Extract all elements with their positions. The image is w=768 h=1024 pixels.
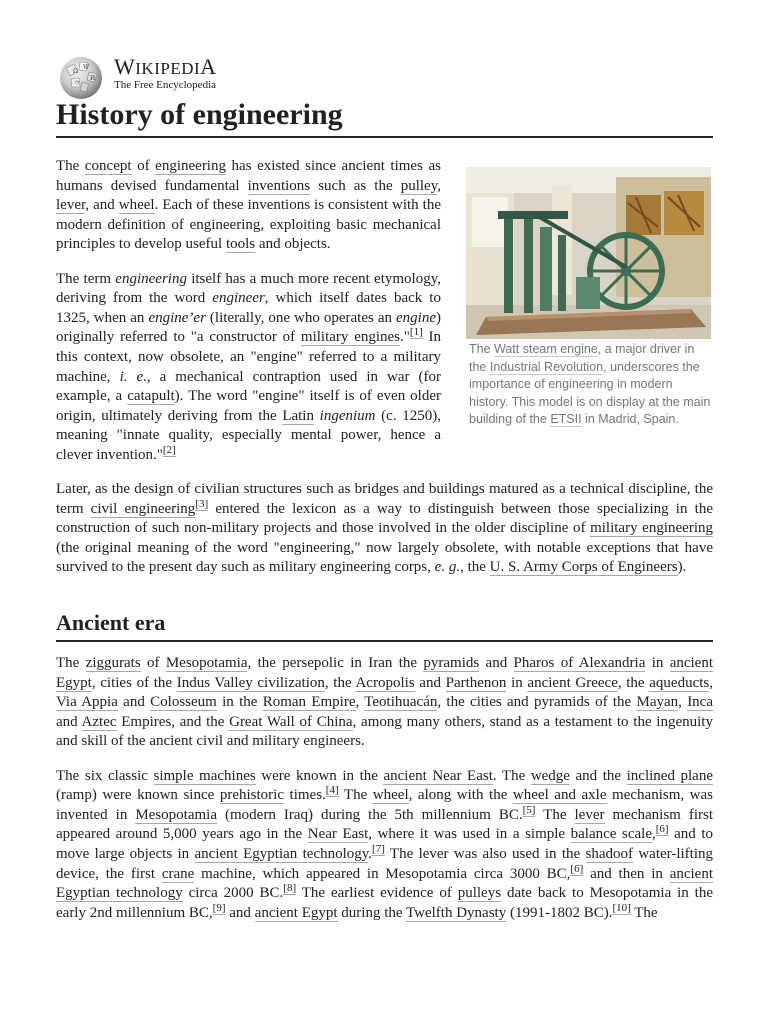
link-indus-valley-civilization[interactable]: Indus Valley civilization <box>176 674 325 691</box>
reference-link[interactable]: [4] <box>325 784 339 797</box>
link-ancient-near-east[interactable]: ancient Near East <box>383 767 493 784</box>
reference-link[interactable]: [6] <box>655 823 669 836</box>
link-military-engines[interactable]: military engines <box>300 329 401 346</box>
reference-link[interactable]: [10] <box>612 901 631 914</box>
section-heading-ancient-era: Ancient era <box>56 608 713 642</box>
svg-text:Ω: Ω <box>73 68 78 75</box>
paragraph-intro: The concept of engineering has existed since ancient times as humans devised fundamental inventions such as the pulley, lever, and wheel. Each of these inventions is consistent with the modern definition of engineering, exploiting basic mechanical principles to develop useful tools and objects. <box>56 158 441 253</box>
paragraph-civil-engineering: Later, as the design of civilian structures such as bridges and buildings matured as a technical discipline, the term civil engineering[3] entered the lexicon as a way to distinguish between those specializing in the construction of such non-military projects and those involved in the older discipline of military engineering (the original meaning of the word "engineering," now largely obsolete, with notable exceptions that have survived to the present day such as military engineering corps, e. g., the U. S. Army Corps of Engineers). <box>56 481 713 576</box>
link-lever[interactable]: lever <box>56 197 86 214</box>
link-ancient-egyptian-technology[interactable]: ancient Egyptian technology <box>194 846 369 862</box>
link-catapult[interactable]: catapult <box>127 388 175 405</box>
link-teotihuacan[interactable]: Teotihuacán <box>364 694 438 711</box>
link-pulleys[interactable]: pulleys <box>457 885 502 902</box>
svg-text:И: И <box>90 75 96 82</box>
link-tools[interactable]: tools <box>225 236 256 253</box>
link-ancient-egypt[interactable]: ancient Egypt <box>56 655 714 691</box>
link-ancient-egypt-2[interactable]: ancient Egypt <box>254 904 338 921</box>
reference-link[interactable]: [7] <box>372 843 385 855</box>
wikipedia-wordmark[interactable]: WIKIPEDIA <box>114 54 217 79</box>
article-body <box>56 157 713 938</box>
link-great-wall-of-china[interactable]: Great Wall of China <box>229 713 353 730</box>
link-watt-steam-engine[interactable]: Watt steam engine <box>494 342 598 356</box>
watt-steam-engine-image[interactable] <box>466 167 711 339</box>
link-ziggurats[interactable]: ziggurats <box>85 655 141 672</box>
link-us-army-corps-of-engineers[interactable]: U. S. Army Corps of Engineers <box>489 559 678 576</box>
link-engineering[interactable]: engineering <box>155 158 226 174</box>
link-inventions[interactable]: inventions <box>247 177 311 194</box>
link-ancient-greece[interactable]: ancient Greece <box>527 674 618 691</box>
link-ancient-egyptian-technology-2[interactable]: ancient Egyptian technology <box>56 865 713 902</box>
page-title: History of engineering <box>56 95 713 138</box>
link-twelfth-dynasty[interactable]: Twelfth Dynasty <box>406 904 507 921</box>
link-near-east[interactable]: Near East <box>307 826 369 843</box>
link-mesopotamia-2[interactable]: Mesopotamia <box>135 806 217 823</box>
reference-link[interactable]: [1] <box>409 326 423 339</box>
link-wheel-2[interactable]: wheel <box>372 787 409 804</box>
link-aztec[interactable]: Aztec <box>81 713 117 730</box>
link-pyramids[interactable]: pyramids <box>423 655 480 672</box>
tagline: The Free Encyclopedia <box>114 79 217 91</box>
reference-link[interactable]: [9] <box>212 901 226 914</box>
link-wheel[interactable]: wheel <box>118 197 155 214</box>
link-prehistoric[interactable]: prehistoric <box>219 787 284 804</box>
wikipedia-globe-logo[interactable] <box>56 54 106 100</box>
link-pulley[interactable]: pulley <box>400 177 438 194</box>
link-lever-2[interactable]: lever <box>574 806 605 823</box>
reference-link[interactable]: [6] <box>570 862 584 875</box>
link-mayan[interactable]: Mayan <box>636 694 679 711</box>
link-roman-empire[interactable]: Roman Empire <box>262 694 356 711</box>
link-inclined-plane[interactable]: inclined plane <box>626 767 714 784</box>
link-wedge[interactable]: wedge <box>530 767 570 784</box>
site-header <box>56 52 713 98</box>
svg-text:ウ: ウ <box>74 80 81 87</box>
link-parthenon[interactable]: Parthenon <box>445 674 507 691</box>
reference-link[interactable]: [8] <box>283 882 297 895</box>
link-military-engineering[interactable]: military engineering <box>590 520 713 537</box>
reference-link[interactable]: [3] <box>195 497 209 510</box>
figure-caption: The Watt steam engine, a major driver in the Industrial Revolution, underscores the importance of engineering in modern history. This model is on display at the main building of the ETSII in Madrid, Spain. <box>469 342 711 427</box>
reference-link[interactable]: [5] <box>522 803 536 816</box>
link-latin[interactable]: Latin <box>282 407 314 424</box>
link-wheel-and-axle[interactable]: wheel and axle <box>512 787 607 804</box>
link-crane[interactable]: crane <box>161 865 195 882</box>
link-balance-scale[interactable]: balance scale <box>570 826 652 843</box>
paragraph-etymology: The term engineering itself has a much more recent etymology, deriving from the word engineer, which itself dates back to 1325, when an engine’er (literally, one who operates an engine) originally referred to "a constructor of military engines."[1] In this context, now obsolete, an "engine" referred to a military machine, i. e., a mechanical contraption used in war (for example, a catapult). The word "engine" itself is of even older origin, ultimately deriving from the Latin ingenium (c. 1250), meaning "innate quality, especially mental power, hence a clever invention."[2] <box>56 270 442 463</box>
link-colosseum[interactable]: Colosseum <box>150 694 217 711</box>
link-mesopotamia[interactable]: Mesopotamia <box>165 655 248 672</box>
link-acropolis[interactable]: Acropolis <box>355 674 415 691</box>
link-industrial-revolution[interactable]: Industrial Revolution <box>489 359 604 374</box>
link-simple-machines[interactable]: simple machines <box>153 767 256 784</box>
thumbnail-figure <box>466 167 711 429</box>
svg-text:W: W <box>83 64 90 71</box>
link-pharos-of-alexandria[interactable]: Pharos of Alexandria <box>513 655 646 672</box>
link-concept[interactable]: concept <box>84 158 132 174</box>
paragraph-ancient-structures: The ziggurats of Mesopotamia, the persepolic in Iran the pyramids and Pharos of Alexandria in ancient Egypt, cities of the Indus Valley civilization, the Acropolis and Parthenon in ancient Greece, the aqueducts, Via Appia and Colosseum in the Roman Empire, Teotihuacán, the cities and pyramids of the Mayan, Inca and Aztec Empires, and the Great Wall of China, among many others, stand as a testament to the ingenuity and skill of the ancient civil and military engineers. <box>56 655 714 750</box>
link-via-appia[interactable]: Via Appia <box>56 694 118 711</box>
link-shadoof[interactable]: shadoof <box>585 846 633 862</box>
link-aqueducts[interactable]: aqueducts <box>649 674 710 691</box>
reference-link[interactable]: [2] <box>162 443 176 456</box>
link-etsii[interactable]: ETSII <box>550 412 582 427</box>
link-civil-engineering[interactable]: civil engineering <box>90 500 196 517</box>
paragraph-simple-machines: The six classic simple machines were known in the ancient Near East. The wedge and the inclined plane (ramp) were known since prehistoric times.[4] The wheel, along with the wheel and axle mechanism, was invented in Mesopotamia (modern Iraq) during the 5th millennium BC.[5] The lever mechanism first appeared around 5,000 years ago in the Near East, where it was used in a simple balance scale,[6] and to move large objects in ancient Egyptian technology.[7] The lever was also used in the shadoof water-lifting device, the first crane machine, which appeared in Mesopotamia circa 3000 BC,[6] and then in ancient Egyptian technology circa 2000 BC.[8] The earliest evidence of pulleys date back to Mesopotamia in the early 2nd millennium BC,[9] and ancient Egypt during the Twelfth Dynasty (1991-1802 BC).[10] The <box>56 767 714 921</box>
link-inca[interactable]: Inca <box>687 694 713 711</box>
